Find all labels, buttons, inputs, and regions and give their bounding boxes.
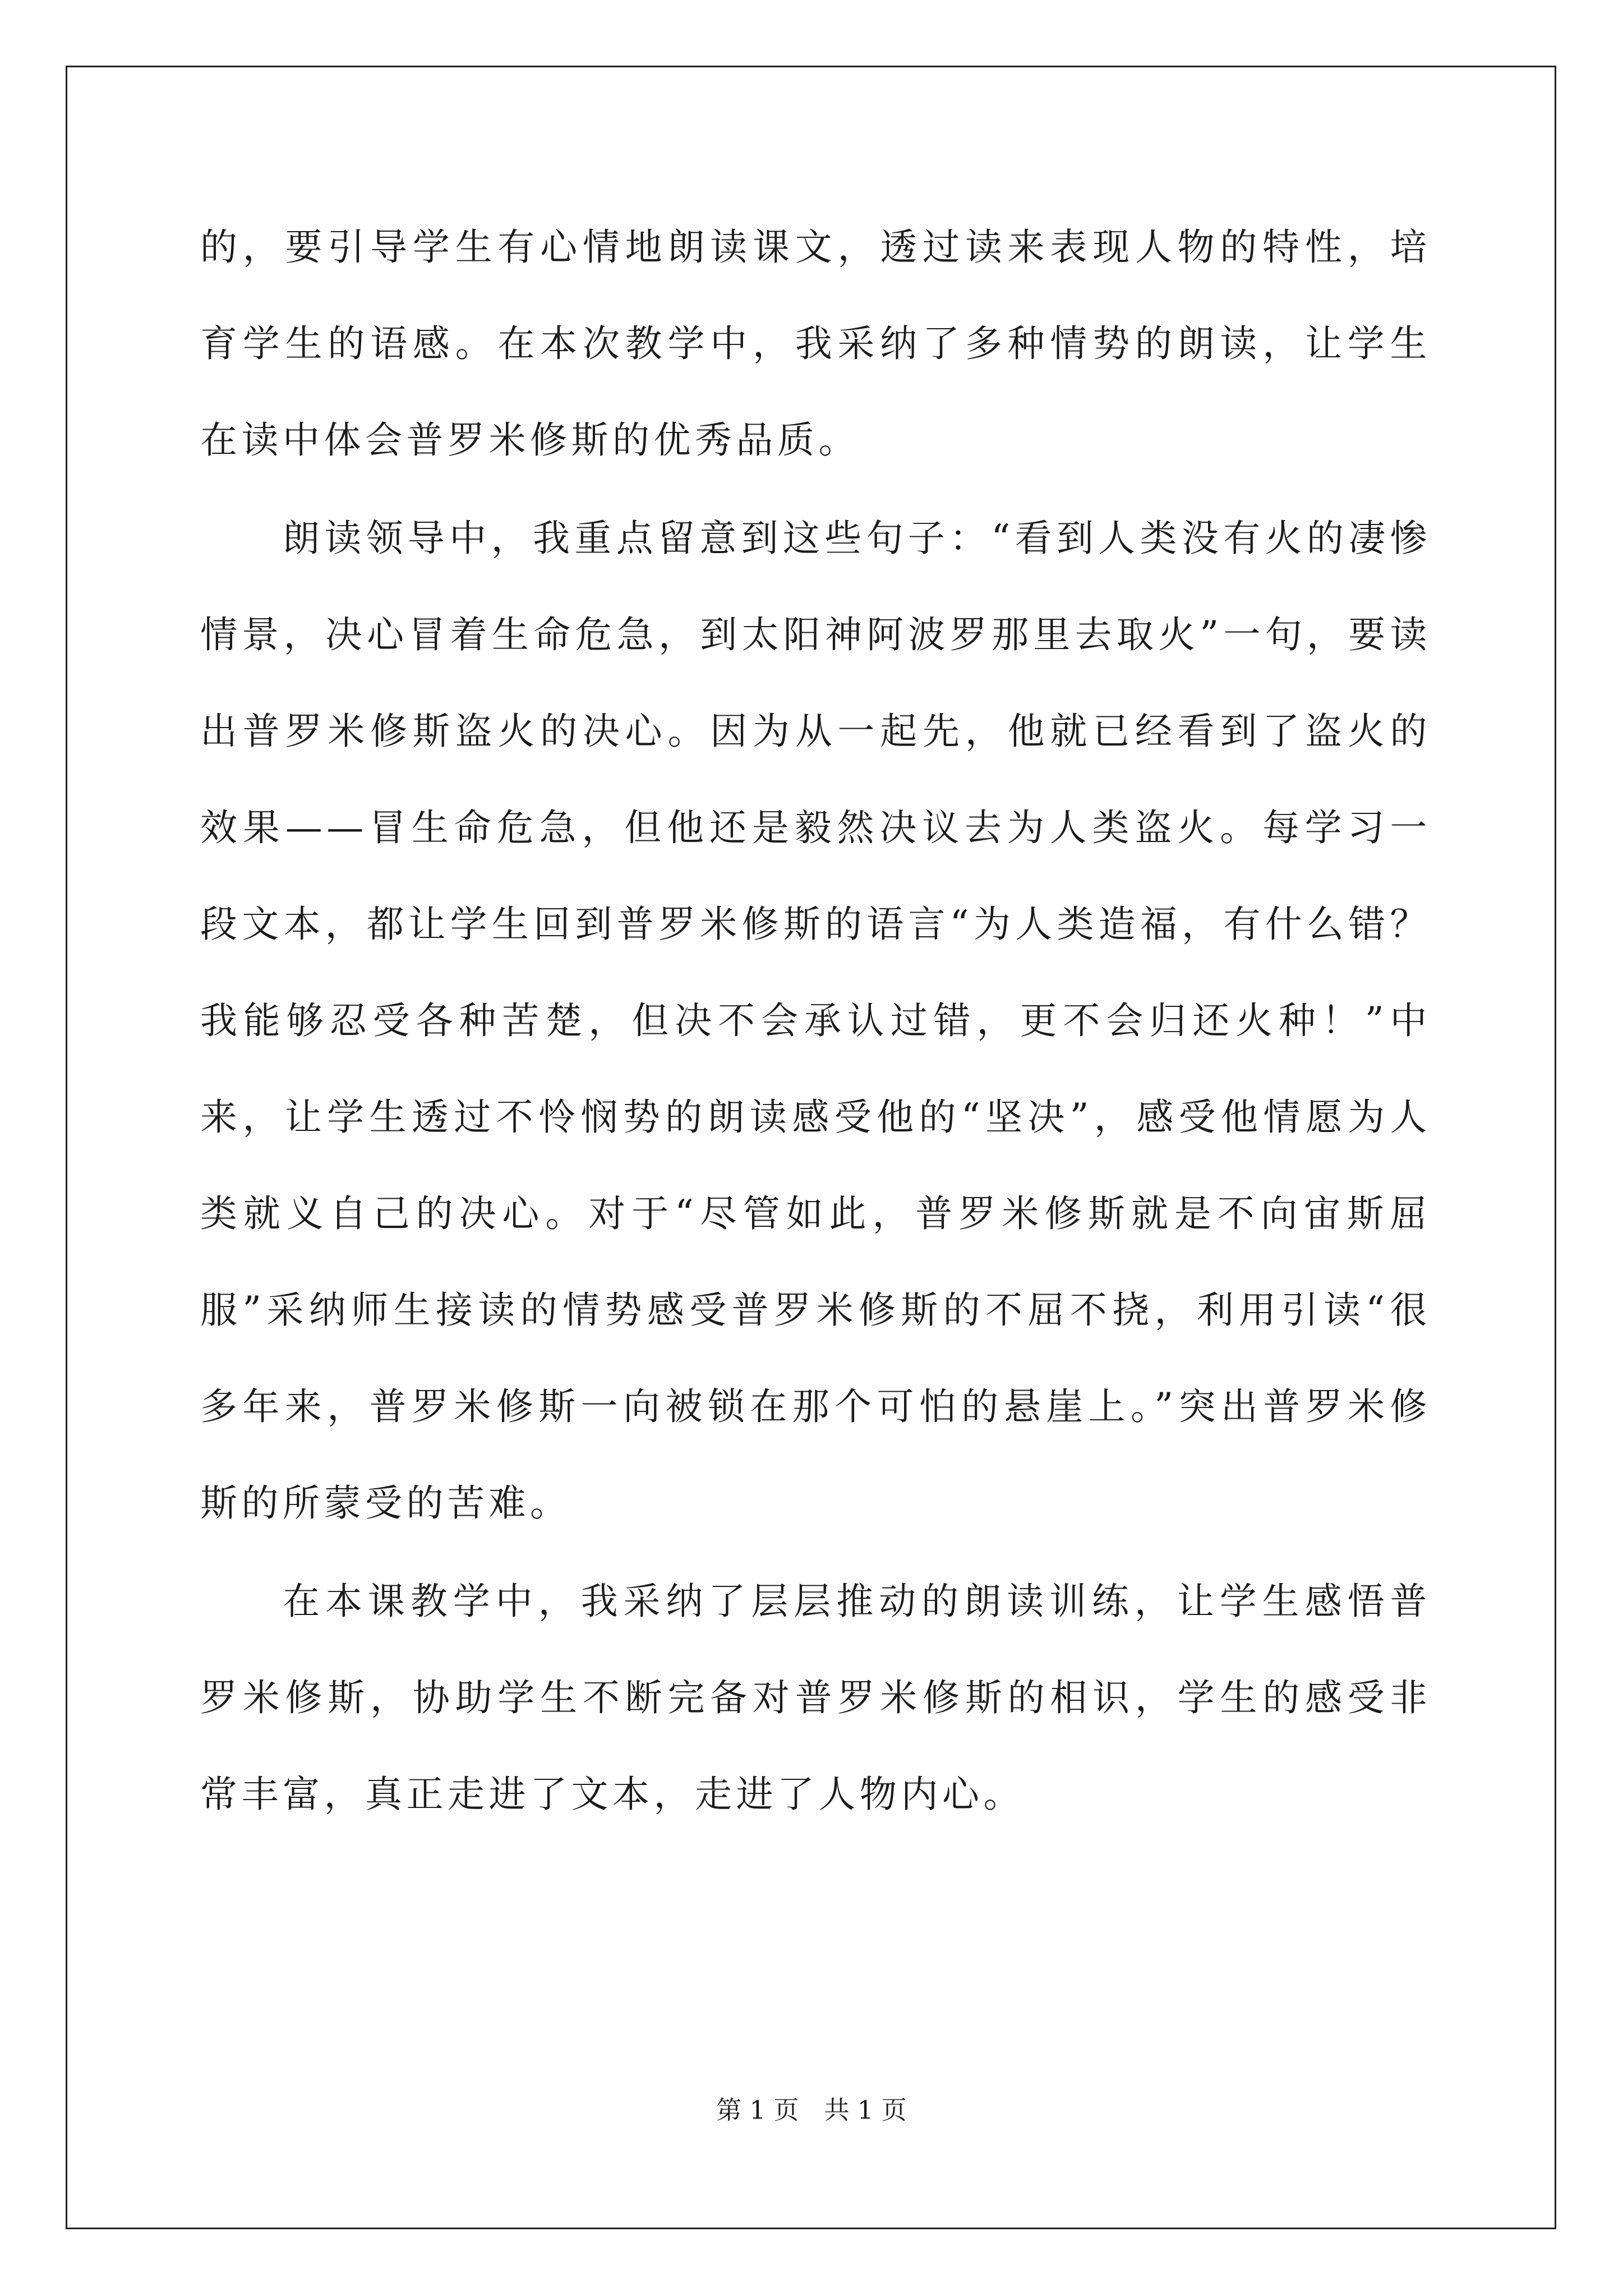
document-body bbox=[200, 199, 1431, 1843]
paragraph-2: 朗读领导中，我重点留意到这些句子：“看到人类没有火的凄惨情景，决心冒着生命危急，到太阳神阿波罗那里去取火”一句，要读出普罗米修斯盗火的决心。因为从一起先，他就已经看到了盗火的效果——冒生命危急，但他还是毅然决议去为人类盗火。每学习一段文本，都让学生回到普罗米修斯的语言“为人类造福，有什么错？我能够忍受各种苦楚，但决不会承认过错，更不会归还火种！”中来，让学生透过不怜悯势的朗读感受他的“坚决”，感受他情愿为人类就义自己的决心。对于“尽管如此，普罗米修斯就是不向宙斯屈服”采纳师生接读的情势感受普罗米修斯的不屈不挠，利用引读“很多年来，普罗米修斯一向被锁在那个可怕的悬崖上。”突出普罗米修斯的所蒙受的苦难。 bbox=[200, 517, 1431, 1525]
paragraph-3: 在本课教学中，我采纳了层层推动的朗读训练，让学生感悟普罗米修斯，协助学生不断完备对普罗米修斯的相识，学生的感受非常丰富，真正走进了文本，走进了人物内心。 bbox=[200, 1580, 1431, 1816]
paragraph-1: 的，要引导学生有心情地朗读课文，透过读来表现人物的特性，培育学生的语感。在本次教学中，我采纳了多种情势的朗读，让学生在读中体会普罗米修斯的优秀品质。 bbox=[200, 226, 1431, 462]
page-number-footer: 第 1 页 共 1 页 bbox=[716, 2095, 907, 2125]
